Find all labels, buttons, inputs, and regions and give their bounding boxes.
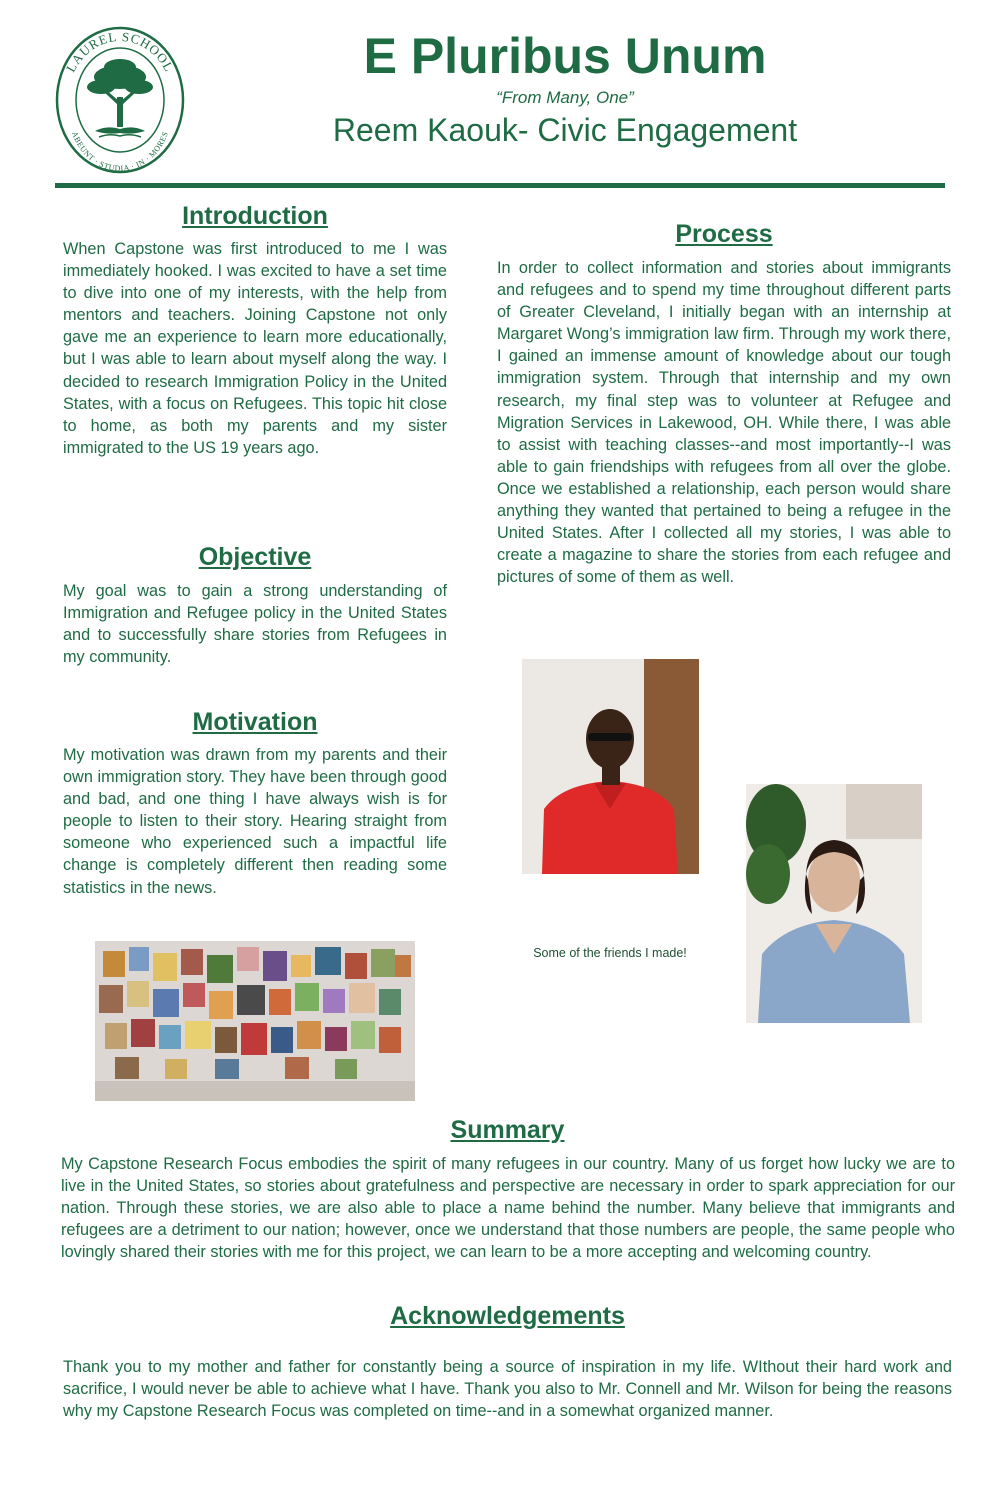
seal-ring-bottom-text: ABEUNT · STUDIA · IN · MORES xyxy=(70,130,170,174)
introduction-body: When Capstone was first introduced to me I was immediately hooked. I was excited to have a set time to dive into one of my interests, with the help from mentors and teachers. Joining Capstone not only gave me an experience to learn more educationally, but I was able to learn about myself along the way. I decided to research Immigration Policy in the United States, with a focus on Refugees. This topic hit close to home, as both my parents and my sister immigrated to the US 19 years ago. xyxy=(63,240,447,457)
objective-body: My goal was to gain a strong understanding of Immigration and Refugee policy in the United States and to successfully share stories from Refugees in my community. xyxy=(63,582,447,667)
seal-icon xyxy=(55,25,185,175)
photo-friend-1 xyxy=(522,659,699,874)
introduction-heading: Introduction xyxy=(182,202,328,230)
header-divider xyxy=(55,183,945,188)
photo-friend-2 xyxy=(746,784,922,1023)
poster-title: E Pluribus Unum xyxy=(363,28,767,84)
motivation-heading: Motivation xyxy=(192,708,318,736)
poster-motto: “From Many, One” xyxy=(496,88,634,107)
process-body: In order to collect information and stories about immigrants and refugees and to spend my time throughout different parts of Greater Cleveland, I initially began with an internship at Margaret Wong’s immigration law firm. Through my work there, I gained an immense amount of knowledge about our tough immigration system. Through that internship and my own research, my final step was to volunteer at Refugee and Migration Services in Lakewood, OH. While there, I was able to assist with teaching classes--and most importantly--I was able to gain friendships with refugees from all over the globe. Once we established a relationship, each person would share anything they wanted that pertained to being a refugee in the United States. After I collected all my stories, I was able to create a magazine to share the stories from each refugee and pictures of some of them as well. xyxy=(497,259,951,587)
objective-heading: Objective xyxy=(198,543,312,571)
poster-subtitle: Reem Kaouk- Civic Engagement xyxy=(332,112,798,148)
school-logo xyxy=(55,25,185,175)
seal-ring-top-text: LAUREL SCHOOL xyxy=(62,28,178,75)
motivation-body: My motivation was drawn from my parents and their own immigration story. They have been through good and bad, and one thing I have always wish is for people to listen to their story. Hearing straight from someone who experienced such a impactful life change is completely different then reading some statistics in the news. xyxy=(63,746,447,897)
acknowledgements-heading: Acknowledgements xyxy=(390,1302,625,1330)
summary-body: My Capstone Research Focus embodies the spirit of many refugees in our country. Many of us forget how lucky we are to live in the United States, so stories about gratefulness and perspective are necessary in order to spark appreciation for our nation. Through these stories, we are also able to place a name behind the number. Many believe that immigrants and refugees are a detriment to our nation; however, once we understand that those numbers are people, the same people who lovingly shared their stories with me for this project, we can learn to be a more accepting and welcoming country. xyxy=(61,1155,955,1262)
photos-caption: Some of the friends I made! xyxy=(533,946,687,960)
summary-heading: Summary xyxy=(450,1116,565,1144)
process-heading: Process xyxy=(675,220,773,248)
photo-collage xyxy=(95,941,415,1101)
acknowledgements-body: Thank you to my mother and father for constantly being a source of inspiration in my life. WIthout their hard work and sacrifice, I would never be able to achieve what I have. Thank you also to Mr. Connell and Mr. Wilson for being the reasons why my Capstone Research Focus was completed on time--and in a somewhat organized manner. xyxy=(63,1358,952,1421)
